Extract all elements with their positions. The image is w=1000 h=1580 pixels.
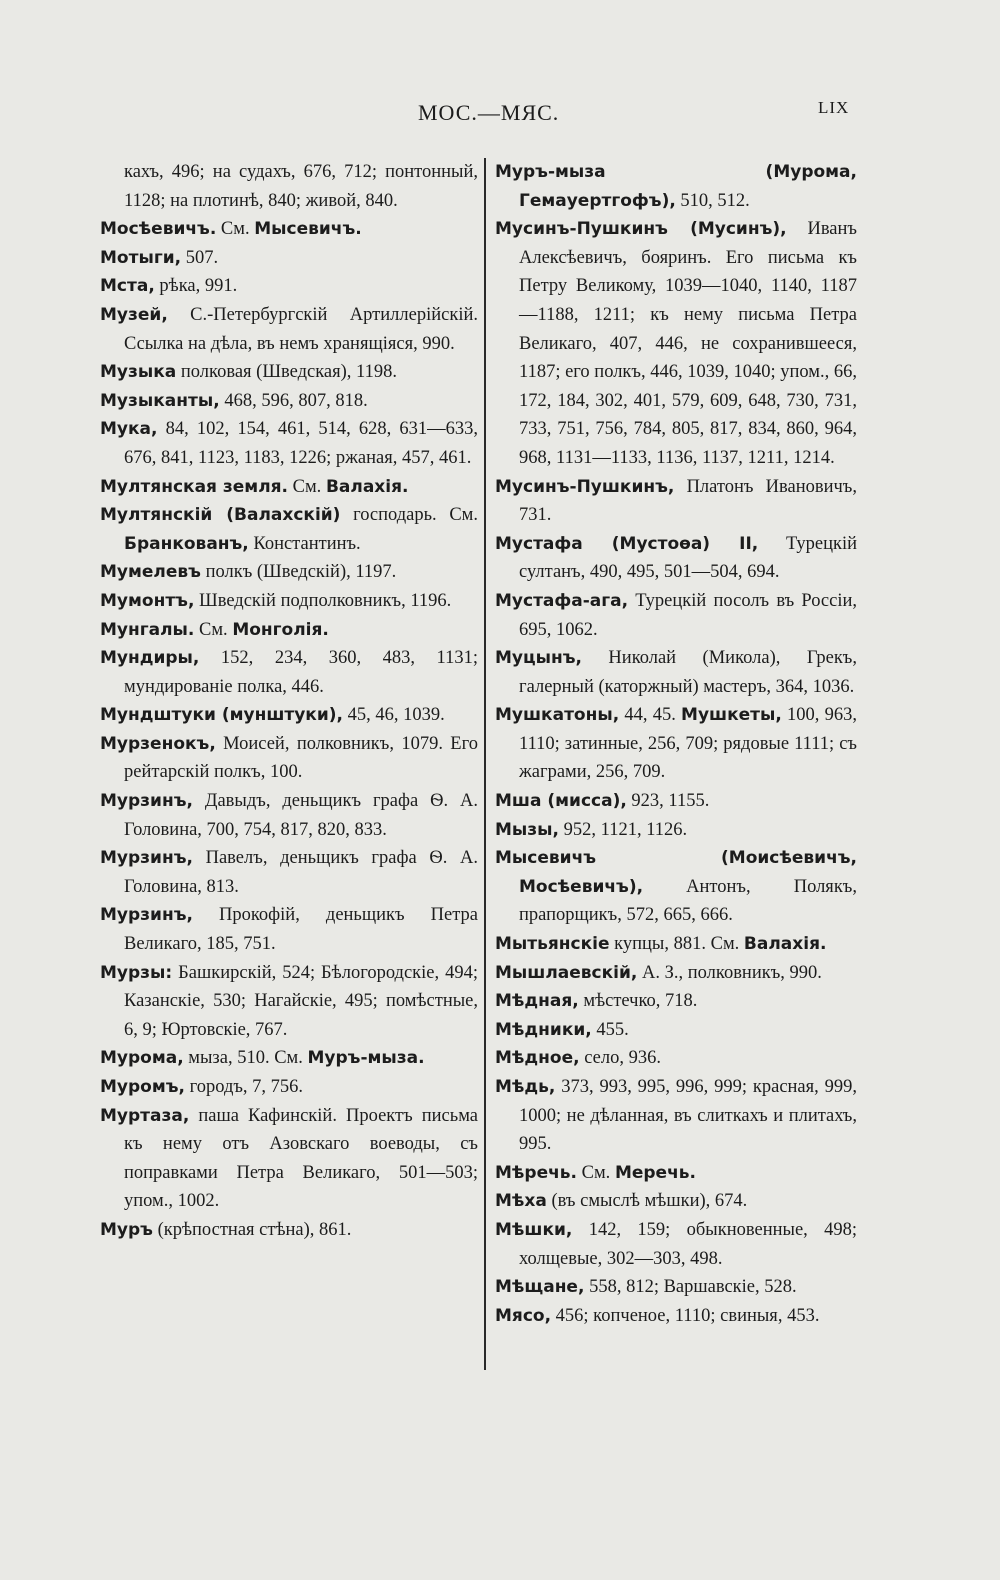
- entry-text: (въ смыслѣ мѣшки), 674.: [546, 1191, 748, 1212]
- entry-text: господарь. См.: [340, 505, 478, 526]
- index-entry: [495, 1159, 857, 1188]
- entry-text: См.: [194, 619, 233, 640]
- entry-crossref: Бранкованъ,: [124, 533, 249, 554]
- index-entry: [100, 473, 478, 502]
- index-entry: [495, 816, 857, 845]
- index-column-right: [495, 158, 857, 1330]
- index-entry: [495, 1016, 857, 1045]
- index-entry: [495, 1273, 857, 1302]
- index-entry: [100, 1044, 478, 1073]
- entry-text: 456; копченое, 1110; свиныя, 453.: [551, 1305, 820, 1326]
- entry-text: 923, 1155.: [626, 791, 710, 812]
- index-entry: [495, 987, 857, 1016]
- index-entry: [495, 844, 857, 930]
- entry-headword: Мултянскій (Валахскій): [100, 505, 341, 526]
- entry-headword: Мустафа-ага,: [495, 590, 629, 611]
- entry-text: Николай (Микола), Грекъ, галерный (каторжный) мастеръ, 364, 1036.: [519, 648, 857, 697]
- index-entry: [100, 1216, 478, 1245]
- entry-text: кахъ, 496; на судахъ, 676, 712; понтонный, 1128; на плотинѣ, 840; живой, 840.: [124, 162, 478, 211]
- entry-text: См.: [216, 219, 255, 240]
- column-divider: [484, 158, 486, 1370]
- entry-text: См.: [577, 1162, 615, 1183]
- entry-headword: Мытьянскіе: [495, 934, 610, 955]
- entry-headword: Мша (мисса),: [495, 791, 627, 812]
- entry-crossref: Валахія.: [743, 934, 827, 955]
- entry-headword: Муртаза,: [100, 1105, 190, 1126]
- index-entry: [100, 901, 478, 958]
- index-entry: [495, 530, 857, 587]
- entry-text: С.-Петербургскій Артиллерійскій. Ссылка на дѣла, въ немъ хранящіяся, 990.: [124, 304, 478, 354]
- index-entry: [100, 358, 478, 387]
- index-entry: [100, 787, 478, 844]
- entry-text: 952, 1121, 1126.: [559, 819, 688, 840]
- entry-headword: Мустафа (Мустоѳа) II,: [495, 533, 759, 554]
- entry-headword: Мурзинъ,: [100, 905, 193, 926]
- entry-text: Моисей, полковникъ, 1079. Его рейтарскій полкъ, 100.: [124, 733, 478, 783]
- entry-headword: Мѣдная,: [495, 991, 579, 1012]
- entry-text: рѣка, 991.: [154, 276, 238, 297]
- entry-headword: Музыка: [100, 362, 177, 383]
- index-entry: [100, 644, 478, 701]
- entry-text: полкъ (Шведскій), 1197.: [200, 562, 397, 583]
- entry-headword: Мумонтъ,: [100, 590, 195, 611]
- entry-text: мыза, 510. См.: [183, 1048, 308, 1069]
- entry-text: А. З., полковникъ, 990.: [637, 962, 822, 983]
- entry-text: 45, 46, 1039.: [343, 705, 445, 726]
- index-entry: [100, 158, 478, 215]
- index-entry: [100, 616, 478, 645]
- index-entry: [100, 1102, 478, 1216]
- index-entry: [100, 215, 478, 244]
- entry-text: (крѣпостная стѣна), 861.: [152, 1219, 352, 1240]
- index-entry: [100, 587, 478, 616]
- index-entry: [495, 587, 857, 644]
- entry-headword: Мясо,: [495, 1305, 552, 1326]
- entry-text: Прокофій, деньщикъ Петра Великаго, 185, 751.: [124, 905, 478, 955]
- entry-text: Давыдъ, деньщикъ графа Ѳ. А. Головина, 700, 754, 817, 820, 833.: [124, 791, 478, 840]
- index-entry: [495, 1073, 857, 1159]
- entry-headword: Мурзы:: [100, 962, 173, 983]
- index-entry: [495, 959, 857, 988]
- index-entry: [100, 272, 478, 301]
- entry-headword: Музей,: [100, 304, 168, 325]
- entry-headword: Мосѣевичъ.: [100, 219, 217, 240]
- index-entry: [100, 244, 478, 273]
- entry-crossref: Мушкеты,: [681, 705, 782, 726]
- entry-text: Антонъ, Полякъ, прапорщикъ, 572, 665, 666.: [519, 876, 857, 926]
- entry-headword: Мѣшки,: [495, 1219, 573, 1240]
- entry-headword: Мѣщане,: [495, 1277, 585, 1298]
- entry-text: 510, 512.: [675, 190, 750, 211]
- entry-headword: Мысевичъ (Моисѣевичъ, Мосѣевичъ),: [495, 848, 857, 897]
- entry-text: Турецкій султанъ, 490, 495, 501—504, 694.: [519, 533, 857, 583]
- entry-text: городъ, 7, 756.: [184, 1077, 304, 1097]
- index-entry: [495, 787, 857, 816]
- entry-text: 142, 159; обыкновенные, 498; холщевые, 302—303, 498.: [519, 1219, 857, 1269]
- entry-text: 152, 234, 360, 483, 1131; мундированіе полка, 446.: [124, 648, 478, 697]
- entry-text: мѣстечко, 718.: [578, 991, 698, 1012]
- entry-headword: Муцынъ,: [495, 648, 582, 669]
- index-entry: [100, 387, 478, 416]
- entry-headword: Мышлаевскій,: [495, 962, 638, 983]
- entry-text: Иванъ Алексѣевичъ, бояринъ. Его письма къ Петру Великому, 1039—1040, 1140, 1187—1188, 1211; къ нему письма Петра Великаго, 407, 446, не сохранившееся, 1187; его полкъ, 446, 1039, 1040; упом., 66, 172, 184, 302, 401, 579, 609, 648, 730, 731, 733, 751, 756, 784, 805, 817, 834, 860, 964, 968, 1131—1133, 1136, 1137, 1211, 1214.: [519, 219, 858, 468]
- entry-crossref: Валахія.: [325, 476, 409, 497]
- index-entry: [495, 215, 857, 472]
- entry-crossref: Монголія.: [232, 619, 329, 640]
- entry-text: Турецкій посолъ въ Россіи, 695, 1062.: [519, 590, 857, 640]
- entry-text: село, 936.: [579, 1048, 661, 1069]
- index-entry: [495, 930, 857, 959]
- index-entry: [100, 701, 478, 730]
- entry-headword: Мусинъ-Пушкинъ (Мусинъ),: [495, 219, 787, 240]
- entry-headword: Мурзинъ,: [100, 791, 193, 812]
- index-entry: [495, 158, 857, 215]
- index-entry: [100, 301, 478, 358]
- entry-headword: Мундштуки (мунштуки),: [100, 705, 343, 726]
- entry-headword: Мѣдники,: [495, 1019, 592, 1040]
- index-column-left: [100, 158, 478, 1245]
- entry-headword: Муръ: [100, 1219, 153, 1240]
- index-entry: [495, 1302, 857, 1331]
- entry-headword: Музыканты,: [100, 390, 220, 411]
- entry-text-tail: 100, 963, 1110; затинные, 256, 709; рядовые 1111; съ жаграми, 256, 709.: [519, 705, 857, 783]
- index-entry: [495, 1044, 857, 1073]
- entry-headword: Мызы,: [495, 819, 559, 840]
- entry-crossref: Меречь.: [614, 1162, 696, 1183]
- index-entry: [100, 1073, 478, 1102]
- entry-headword: Мѣха: [495, 1191, 547, 1212]
- entry-headword: Мука,: [100, 419, 158, 440]
- entry-text: полковая (Шведская), 1198.: [176, 362, 397, 383]
- entry-text: 455.: [591, 1019, 629, 1040]
- entry-headword: Муромъ,: [100, 1077, 185, 1097]
- index-entry: [100, 501, 478, 558]
- entry-text: 507.: [181, 247, 219, 268]
- index-entry: [100, 415, 478, 472]
- entry-text: Платонъ Ивановичъ, 731.: [519, 476, 857, 526]
- entry-text: купцы, 881. См.: [609, 934, 744, 955]
- entry-headword: Мушкатоны,: [495, 705, 620, 726]
- index-entry: [495, 473, 857, 530]
- entry-headword: Мундиры,: [100, 648, 200, 669]
- entry-text: Башкирскій, 524; Бѣлогородскіе, 494; Казанскіе, 530; Нагайскіе, 495; помѣстные, 6, 9; Юртовскіе, 767.: [124, 962, 478, 1040]
- entry-headword: Муръ-мыза (Мурома, Гемауертгофъ),: [495, 162, 857, 211]
- entry-headword: Мумелевъ: [100, 562, 201, 583]
- entry-headword: Мотыги,: [100, 247, 182, 268]
- entry-text: 558, 812; Варшавскіе, 528.: [584, 1277, 797, 1298]
- index-entry: [495, 1187, 857, 1216]
- index-entry: [495, 701, 857, 787]
- entry-headword: Мурзенокъ,: [100, 733, 216, 754]
- entry-headword: Мурома,: [100, 1048, 184, 1069]
- index-entry: [100, 730, 478, 787]
- entry-headword: Мултянская земля.: [100, 476, 289, 497]
- entry-headword: Мѣдное,: [495, 1048, 580, 1069]
- entry-text-tail: Константинъ.: [248, 533, 361, 554]
- entry-text: 44, 45.: [619, 705, 682, 726]
- entry-text: Павелъ, деньщикъ графа Ѳ. А. Головина, 813.: [124, 848, 478, 897]
- entry-headword: Мѣдь,: [495, 1077, 556, 1097]
- entry-headword: Мусинъ-Пушкинъ,: [495, 476, 675, 497]
- entry-crossref: Муръ-мыза.: [307, 1048, 425, 1069]
- entry-headword: Мурзинъ,: [100, 848, 193, 869]
- index-entry: [100, 844, 478, 901]
- index-entry: [100, 558, 478, 587]
- running-head: МОС.—МЯС.: [418, 100, 560, 125]
- index-entry: [495, 644, 857, 701]
- entry-headword: Мѣречь.: [495, 1162, 578, 1183]
- entry-crossref: Мысевичъ.: [254, 219, 362, 240]
- entry-text: Шведскій подполковникъ, 1196.: [194, 590, 452, 611]
- entry-text: См.: [288, 476, 326, 497]
- entry-headword: Мста,: [100, 276, 155, 297]
- page-header: [0, 96, 1000, 136]
- entry-text: 468, 596, 807, 818.: [219, 390, 368, 411]
- entry-headword: Мунгалы.: [100, 619, 195, 640]
- entry-text: паша Кафинскій. Проектъ письма къ нему отъ Азовскаго воеводы, съ поправками Петра Великаго, 501—503; упом., 1002.: [124, 1105, 478, 1212]
- index-entry: [495, 1216, 857, 1273]
- index-entry: [100, 959, 478, 1045]
- page-number: LIX: [818, 98, 850, 117]
- entry-text: 84, 102, 154, 461, 514, 628, 631—633, 676, 841, 1123, 1183, 1226; ржаная, 457, 461.: [124, 419, 478, 468]
- entry-text: 373, 993, 995, 996, 999; красная, 999, 1000; не дѣланная, въ слиткахъ и плитахъ, 995.: [519, 1077, 857, 1155]
